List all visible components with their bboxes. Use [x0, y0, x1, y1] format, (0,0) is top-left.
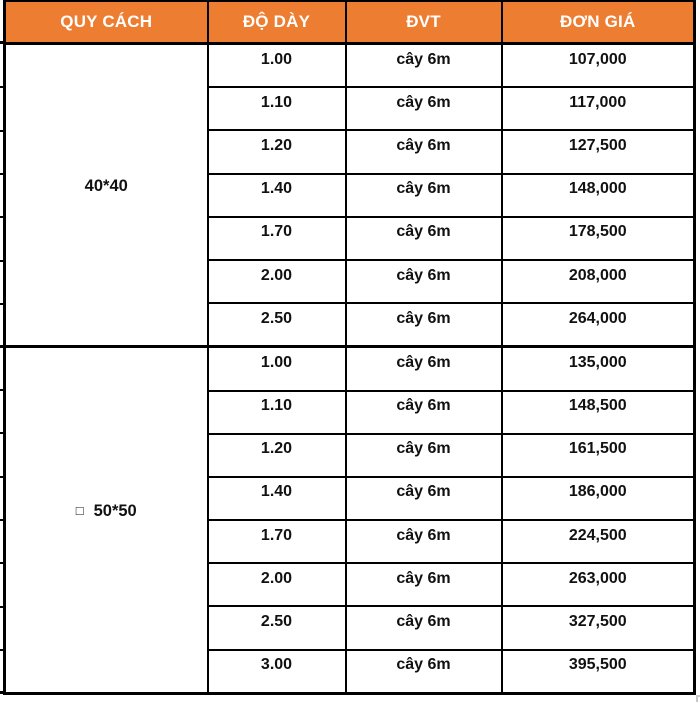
thickness-cell: 2.00: [208, 563, 346, 606]
unit-cell: cây 6m: [346, 520, 502, 563]
row-line-stub: [0, 260, 4, 262]
spec-cell-50x50: [5, 347, 208, 694]
thickness-cell: 2.50: [208, 303, 346, 347]
unit-cell: cây 6m: [346, 260, 502, 303]
price-cell: 148,500: [502, 391, 695, 434]
spec-text: 40*40: [84, 176, 128, 195]
row-line-stub: [0, 86, 4, 88]
row-line-stub: [0, 606, 4, 608]
table-header-row: [5, 1, 695, 44]
spec-text: 50*50: [93, 501, 137, 520]
price-cell: 327,500: [502, 606, 695, 649]
spec-label: [76, 502, 137, 521]
thickness-cell: 1.70: [208, 520, 346, 563]
unit-cell: cây 6m: [346, 347, 502, 391]
price-table: [3, 0, 696, 695]
header-cell-price: ĐƠN GIÁ: [502, 1, 695, 44]
price-cell: 127,500: [502, 130, 695, 173]
table-row: [5, 44, 695, 88]
price-cell: 161,500: [502, 434, 695, 477]
row-line-stub: [0, 130, 4, 132]
unit-cell: cây 6m: [346, 174, 502, 217]
unit-cell: cây 6m: [346, 477, 502, 520]
row-line-stub: [0, 389, 4, 391]
thickness-cell: 1.20: [208, 434, 346, 477]
unit-cell: cây 6m: [346, 44, 502, 88]
thickness-cell: 1.40: [208, 477, 346, 520]
row-line-stub: [0, 562, 4, 564]
thickness-cell: 2.00: [208, 260, 346, 303]
unit-cell: cây 6m: [346, 217, 502, 260]
thickness-cell: 2.50: [208, 606, 346, 649]
price-table-container: [3, 0, 693, 695]
unit-cell: cây 6m: [346, 87, 502, 130]
price-cell: 263,000: [502, 563, 695, 606]
price-cell: 148,000: [502, 174, 695, 217]
spec-cell-40x40: [5, 44, 208, 347]
thickness-cell: 1.70: [208, 217, 346, 260]
table-row: [5, 347, 695, 391]
unit-cell: cây 6m: [346, 434, 502, 477]
price-cell: 135,000: [502, 347, 695, 391]
unit-cell: cây 6m: [346, 391, 502, 434]
row-line-stub: [0, 303, 4, 305]
price-cell: 264,000: [502, 303, 695, 347]
price-cell: 178,500: [502, 217, 695, 260]
row-line-stub: [0, 41, 4, 44]
row-line-stub: [0, 649, 4, 651]
thickness-cell: 1.40: [208, 174, 346, 217]
row-line-stub: [0, 476, 4, 478]
row-line-stub: [0, 519, 4, 521]
row-line-stub: [0, 691, 4, 694]
price-cell: 186,000: [502, 477, 695, 520]
price-cell: 208,000: [502, 260, 695, 303]
thickness-cell: 3.00: [208, 650, 346, 694]
price-cell: 107,000: [502, 44, 695, 88]
unit-cell: cây 6m: [346, 303, 502, 347]
thickness-cell: 1.10: [208, 87, 346, 130]
thickness-cell: 1.20: [208, 130, 346, 173]
price-cell: 117,000: [502, 87, 695, 130]
unit-cell: cây 6m: [346, 563, 502, 606]
thickness-cell: 1.00: [208, 347, 346, 391]
unit-cell: cây 6m: [346, 606, 502, 649]
square-icon: □: [75, 502, 84, 518]
header-cell-unit: ĐVT: [346, 1, 502, 44]
header-cell-spec: QUY CÁCH: [5, 1, 208, 44]
price-cell: 395,500: [502, 650, 695, 694]
row-line-stub: [0, 173, 4, 175]
price-cell: 224,500: [502, 520, 695, 563]
header-cell-thickness: ĐỘ DÀY: [208, 1, 346, 44]
thickness-cell: 1.00: [208, 44, 346, 88]
row-line-stub: [0, 345, 4, 348]
row-line-stub: [0, 432, 4, 434]
unit-cell: cây 6m: [346, 650, 502, 694]
unit-cell: cây 6m: [346, 130, 502, 173]
row-line-stub: [0, 216, 4, 218]
thickness-cell: 1.10: [208, 391, 346, 434]
spec-label: [85, 177, 128, 196]
